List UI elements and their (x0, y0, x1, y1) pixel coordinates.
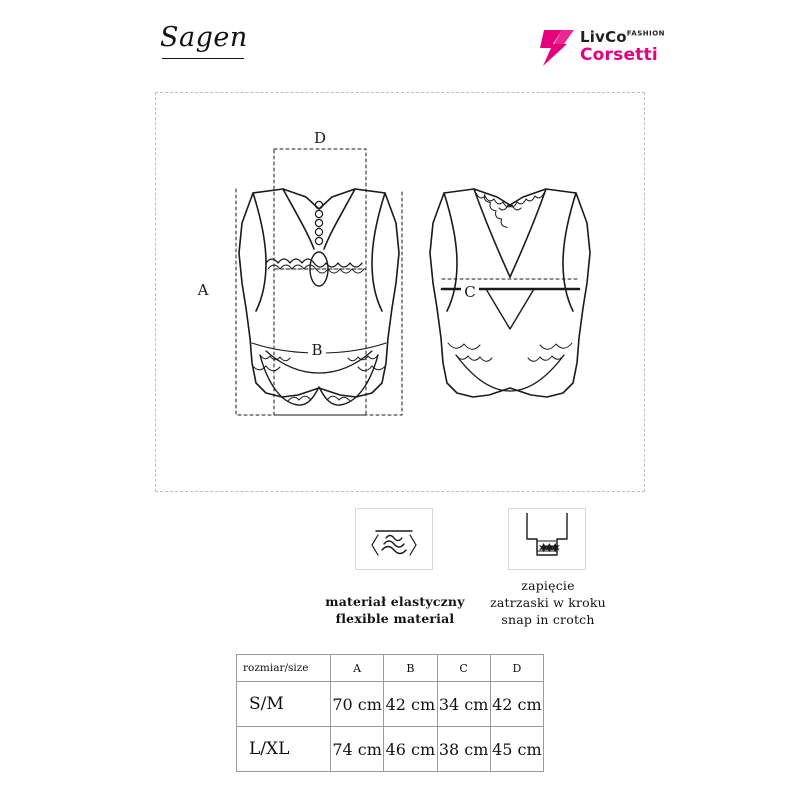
table-row (237, 727, 544, 772)
cell-lxl-b: 46 cm (384, 727, 437, 772)
cell-sm-d: 42 cm (490, 682, 543, 727)
logo-mark-icon (540, 28, 578, 68)
size-table-header-row (237, 655, 544, 682)
size-label-lxl: L/XL (237, 727, 331, 772)
garment-technical-drawing (156, 93, 644, 491)
brand-name-corsetti: Corsetti (580, 44, 658, 65)
measure-label-c: C (464, 283, 476, 301)
cell-lxl-a: 74 cm (331, 727, 384, 772)
front-view (239, 189, 399, 405)
cell-lxl-c: 38 cm (437, 727, 490, 772)
snap-caption-pl-1: zapięcie (521, 578, 575, 593)
brand-superscript-fashion: FASHION (626, 29, 666, 38)
table-row (237, 682, 544, 727)
page-title: Sagen (160, 22, 248, 53)
cell-sm-c: 34 cm (437, 682, 490, 727)
snap-caption-pl-2: zatrzaski w kroku (490, 594, 606, 610)
elastic-caption-en: flexible material (335, 610, 455, 626)
title-underline (162, 58, 244, 59)
elastic-waves-icon (356, 509, 432, 569)
size-table-header-c: C (437, 655, 490, 682)
size-table-header-d: D (490, 655, 543, 682)
size-table (236, 654, 544, 772)
cell-sm-a: 70 cm (331, 682, 384, 727)
measure-label-d: D (313, 129, 327, 147)
measure-label-a: A (197, 281, 209, 299)
size-table-header-a: A (331, 655, 384, 682)
size-table-header-b: B (384, 655, 437, 682)
size-label-sm: S/M (237, 682, 331, 727)
brand-name-livco: LivCo (580, 28, 627, 46)
brand-logo (540, 26, 666, 74)
size-table-header-label: rozmiar/size (237, 655, 331, 682)
snap-caption-en: snap in crotch (501, 611, 595, 627)
brand-logo-text (580, 30, 665, 65)
measure-label-b: B (311, 341, 323, 359)
cell-lxl-d: 45 cm (490, 727, 543, 772)
snap-crotch-icon (509, 509, 585, 569)
snap-crotch-caption (462, 578, 634, 629)
elastic-caption-pl: materiał elastyczny (325, 594, 465, 609)
elastic-material-icon-box (355, 508, 433, 570)
snap-crotch-icon-box (508, 508, 586, 570)
cell-sm-b: 42 cm (384, 682, 437, 727)
illustration-frame (155, 92, 645, 492)
back-view (430, 189, 590, 397)
